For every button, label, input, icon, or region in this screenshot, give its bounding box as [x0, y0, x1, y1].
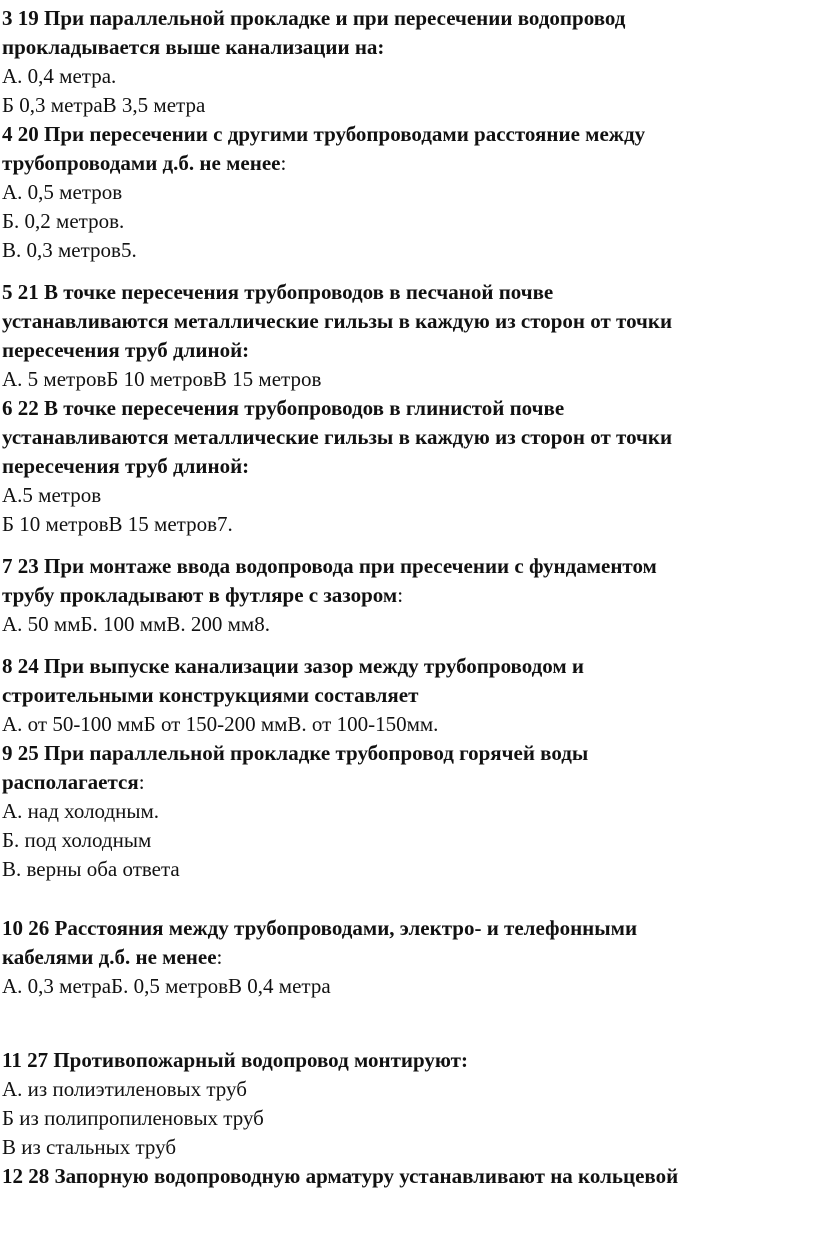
question-colon: :	[397, 583, 404, 607]
answer-option: А. 50 ммБ. 100 ммВ. 200 мм8.	[2, 612, 270, 636]
question-colon: :	[216, 945, 223, 969]
question-block	[2, 394, 816, 539]
question-text: пересечения труб длиной:	[2, 338, 250, 362]
answer-option: Б 10 метровВ 15 метров7.	[2, 512, 233, 536]
question-colon: :	[138, 770, 145, 794]
question-colon: :	[280, 151, 287, 175]
spacer	[2, 539, 816, 552]
answer-option: А. 0,4 метра.	[2, 64, 117, 88]
answer-option: Б 0,3 метраВ 3,5 метра	[2, 93, 206, 117]
question-text: трубопроводами д.б. не менее	[2, 151, 281, 175]
answer-option: Б. под холодным	[2, 828, 152, 852]
question-block	[2, 1046, 816, 1162]
question-text: 7 23 При монтаже ввода водопровода при пресечении с фундаментом	[2, 554, 657, 578]
question-text: устанавливаются металлические гильзы в каждую из сторон от точки	[2, 309, 673, 333]
question-text: 11 27 Противопожарный водопровод монтируют:	[2, 1048, 468, 1072]
question-text: строительными конструкциями составляет	[2, 683, 419, 707]
spacer	[2, 265, 816, 278]
answer-option: А.5 метров	[2, 483, 102, 507]
answer-option: А. 5 метровБ 10 метровВ 15 метров	[2, 367, 322, 391]
answer-option: А. из полиэтиленовых труб	[2, 1077, 247, 1101]
question-text: пересечения труб длиной:	[2, 454, 250, 478]
answer-option: В. 0,3 метров5.	[2, 238, 137, 262]
question-text: 9 25 При параллельной прокладке трубопровод горячей воды	[2, 741, 589, 765]
question-block	[2, 739, 816, 884]
question-block	[2, 552, 816, 639]
answer-option: Б. 0,2 метров.	[2, 209, 125, 233]
question-text: 6 22 В точке пересечения трубопроводов в глинистой почве	[2, 396, 565, 420]
question-text: трубу прокладывают в футляре с зазором	[2, 583, 398, 607]
answer-option: А. 0,5 метров	[2, 180, 123, 204]
question-text: 8 24 При выпуске канализации зазор между трубопроводом и	[2, 654, 585, 678]
question-block	[2, 4, 816, 120]
question-text: 3 19 При параллельной прокладке и при пересечении водопровод	[2, 6, 626, 30]
spacer	[2, 884, 816, 914]
question-block	[2, 1162, 816, 1191]
question-block	[2, 120, 816, 265]
question-text: 10 26 Расстояния между трубопроводами, электро- и телефонными	[2, 916, 638, 940]
answer-option: Б из полипропиленовых труб	[2, 1106, 264, 1130]
question-text: кабелями д.б. не менее	[2, 945, 217, 969]
answer-option: А. над холодным.	[2, 799, 160, 823]
question-block	[2, 278, 816, 394]
question-block	[2, 652, 816, 739]
spacer	[2, 1001, 816, 1046]
question-text: устанавливаются металлические гильзы в каждую из сторон от точки	[2, 425, 673, 449]
answer-option: А. от 50-100 ммБ от 150-200 ммВ. от 100-150мм.	[2, 712, 439, 736]
question-text: 12 28 Запорную водопроводную арматуру устанавливают на кольцевой	[2, 1164, 679, 1188]
question-text: располагается	[2, 770, 139, 794]
question-text: 4 20 При пересечении с другими трубопроводами расстояние между	[2, 122, 646, 146]
spacer	[2, 639, 816, 652]
question-text: 5 21 В точке пересечения трубопроводов в песчаной почве	[2, 280, 554, 304]
answer-option: В из стальных труб	[2, 1135, 177, 1159]
answer-option: А. 0,3 метраБ. 0,5 метровВ 0,4 метра	[2, 974, 331, 998]
question-text: прокладывается выше канализации на:	[2, 35, 385, 59]
question-block	[2, 914, 816, 1001]
answer-option: В. верны оба ответа	[2, 857, 180, 881]
